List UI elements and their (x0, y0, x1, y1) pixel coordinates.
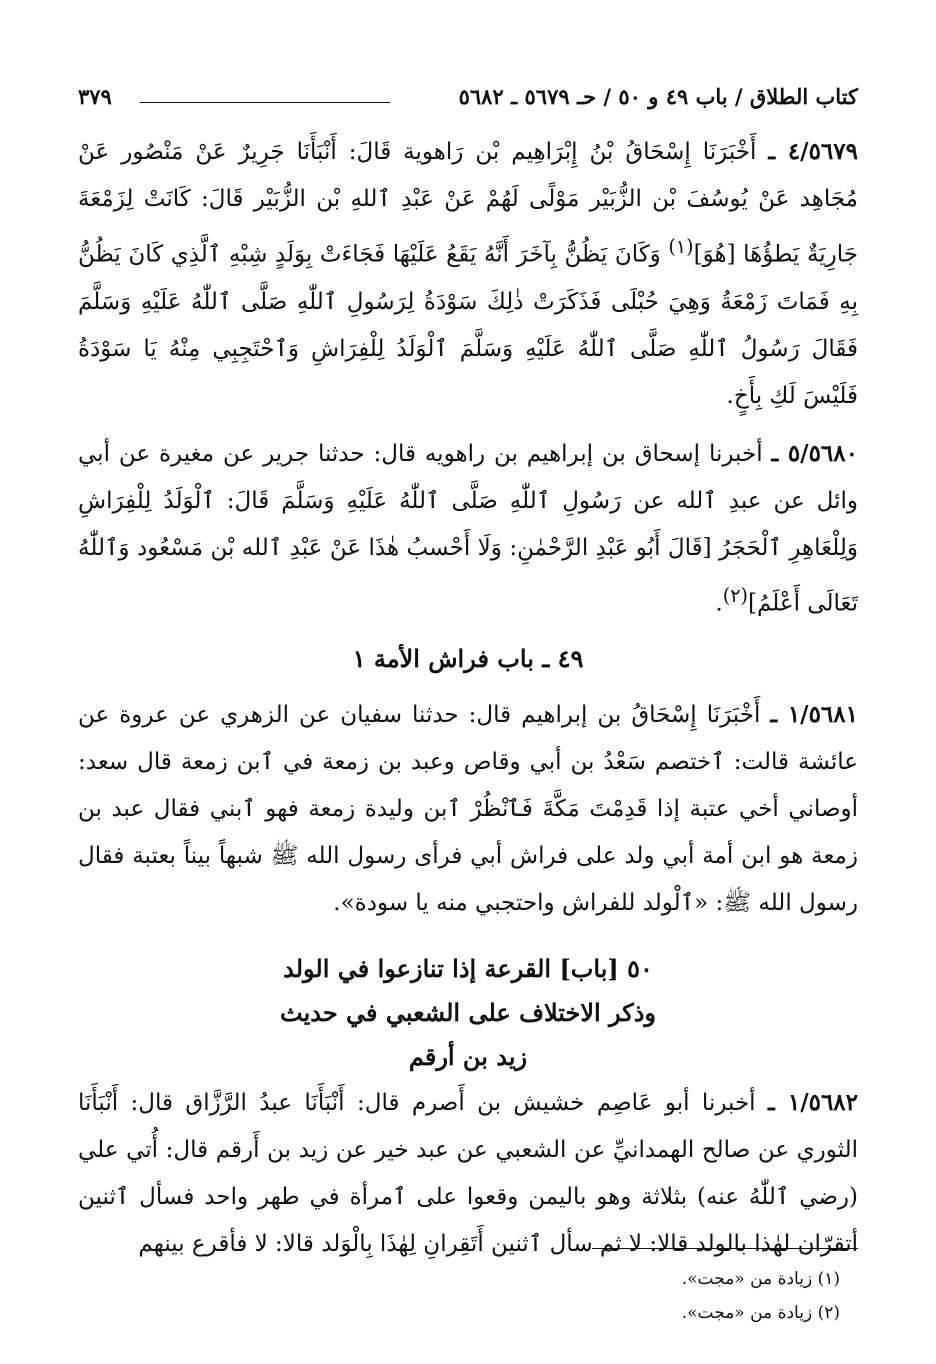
hadith-text: أخبرنا أبو عَاصِم خشيش بن أَصرم قال: أَنْبَأَنَا عبدُ الرَّزَّاق قال: أَنْبَأَنَا الثوري عن صالح الهمدانيِّ عن الشعبي عن عبد خير عن زيد بن أَرقم قال: أُتي علي (رضي ٱللّٰهُ عنه) بثلاثة وهو باليمن وقعوا على ٱمرأة في طهر واحد فسأل ٱثنين أتقرّان لهٰذا بالولد قالا: لا ثم سأل ٱثنين أَتَقِرانِ لِهٰذَا بِالْوَلد قالا: لا فأقرع بينهم (78, 1090, 858, 1258)
footnote-rule (592, 1248, 858, 1249)
hadith-number: ١/٥٦٨١ ـ (770, 701, 858, 729)
running-head-title: كتاب الطلاق / باب ٤٩ و ٥٠ / حـ ٥٦٧٩ ـ ٥٦٨٢ (458, 84, 858, 109)
footnote-text: زيادة من «مجت». (681, 1303, 813, 1323)
spacer (78, 681, 858, 691)
spacer (78, 420, 858, 430)
footnote-2 (682, 1296, 840, 1330)
chapter-50-heading (78, 947, 858, 1079)
hadith-number: ١/٥٦٨٢ ـ (767, 1089, 859, 1117)
hadith-5680: ٥/٥٦٨٠ ـ أخبرنا إسحاق بن إبراهيم بن راهويه قال: حدثنا جرير عن مغيرة عن أبي وائل عن عبدِ ٱلله عن رَسُولِ ٱللّٰهِ صَلَّى ٱللّٰهُ عَلَيْهِ وَسَلَّمَ قَالَ: ٱلْوَلَدُ لِلْفِرَاشِ وَلِلْعَاهِرِ ٱلْحَجَرُ [قَالَ أَبُو عَبْدِ الرَّحْمٰنِ: وَلَا أَحْسبُ هٰذَا عَنْ عَبْدِ ٱلله بْن مَسْعُود وَٱللّٰهُ تَعَالَى أَعْلَمُ]$^{(٢)}$. (78, 439, 858, 617)
footnote-mark: (٢) (817, 1303, 840, 1323)
spacer (78, 927, 858, 947)
spacer (78, 627, 858, 637)
chapter-50-line-2: وذكر الاختلاف على الشعبي في حديث (280, 998, 656, 1028)
footnote-1 (682, 1262, 840, 1296)
running-head-rule (140, 102, 390, 103)
hadith-text: أَخْبَرَنَا إِسْحَاقُ بن إبراهيم قال: حدثنا سفيان عن الزهري عن عروة عن عائشة قالت: ٱختصم سَعْدُ بن أبي وقاص وعبد بن زمعة في ٱبن زمعة قال سعد: أوصاني أخي عتبة إذا قَدِمْتَ مَكَّةَ فَٱنْظُرْ ٱبن وليدة زمعة فهو ٱبني فقال عبد بن زمعة هو ابن أمة أبي ولد على فراش أبي فرأى رسول الله ﷺ شبهاً بيناً بعتبة فقال رسول الله ﷺ: «ٱلْولد للفراش واحتجبي منه يا سودة». (78, 702, 858, 917)
chapter-50-line-3: زيد بن أرقم (408, 1042, 528, 1072)
footnote-mark: (١) (817, 1269, 840, 1289)
footnote-text: زيادة من «مجت». (681, 1269, 813, 1289)
footnote-ref: (٢) (722, 583, 748, 607)
chapter-49-heading: ٤٩ ـ باب فراش الأمة ١ (352, 644, 584, 674)
hadith-text: أخبرنا إسحاق بن إبراهيم بن راهويه قال: حدثنا جرير عن مغيرة عن أبي وائل عن عبدِ ٱلله عن رَسُولِ ٱللّٰهِ صَلَّى ٱللّٰهُ عَلَيْهِ وَسَلَّمَ قَالَ: ٱلْوَلَدُ لِلْفِرَاشِ وَلِلْعَاهِرِ ٱلْحَجَرُ [قَالَ أَبُو عَبْدِ الرَّحْمٰنِ: وَلَا أَحْسبُ هٰذَا عَنْ عَبْدِ ٱلله بْن مَسْعُود وَٱللّٰهُ تَعَالَى أَعْلَمُ] (78, 440, 858, 617)
running-head (78, 84, 858, 118)
hadith-text: أَخْبَرَنَا إِسْحَاقُ بْنُ إِبْرَاهِيم بْن رَاهوية قَالَ: أَنْبَأَنَا جَرِيرٌ عَنْ مَنْصُور عَنْ مُجَاهِد عَنْ يُوسُفَ بْن الزُّبَيْر مَوْلًى لَهُمْ عَنْ عَبْدِ ٱللهِ بْن الزُّبَيْر قَالَ: كَانَتْ لِزَمْعَةَ جَارِيَةٌ يَطؤُهَا [هُوَ] (78, 139, 859, 268)
main-text (78, 128, 858, 1268)
footnotes (682, 1262, 840, 1330)
hadith-text-continued: وَكَانَ يَظُنُّ بِآخَرَ أَنَّهُ يَقَعُ عَلَيْهَا فَجَاءَتْ بِوَلَدٍ شِبْهِ ٱلَّذِي كَانَ يَظُنُّ بِهِ فَمَاتَ زَمْعَةُ وَهِيَ حُبْلَى فَذَكَرَتْ ذٰلِكَ سَوْدَةُ لِرَسُولِ ٱللّٰهِ صَلَّى ٱللّٰهُ عَلَيْهِ وَسَلَّمَ فَقَالَ رَسُولُ ٱللّٰهِ صَلَّى ٱللّٰهُ عَلَيْهِ وَسَلَّمَ ٱلْوَلَدُ لِلْفِرَاشِ وَٱحْتَجِبِي مِنْهُ يَا سَوْدَةُ فَلَيْسَ لَكِ بِأَخٍ. (78, 241, 858, 409)
footnote-ref: (١) (668, 235, 694, 258)
page-number: ٣٧٩ (78, 84, 112, 109)
hadith-5681 (78, 691, 858, 927)
hadith-number: ٥/٥٦٨٠ ـ (771, 439, 858, 467)
hadith-number: ٤/٥٦٧٩ ـ (768, 138, 858, 165)
hadith-5679 (78, 128, 858, 420)
chapter-50-line-1: ٥٠ [باب] القرعة إذا تنازعوا في الولد (283, 954, 653, 984)
hadith-5682 (78, 1079, 858, 1268)
